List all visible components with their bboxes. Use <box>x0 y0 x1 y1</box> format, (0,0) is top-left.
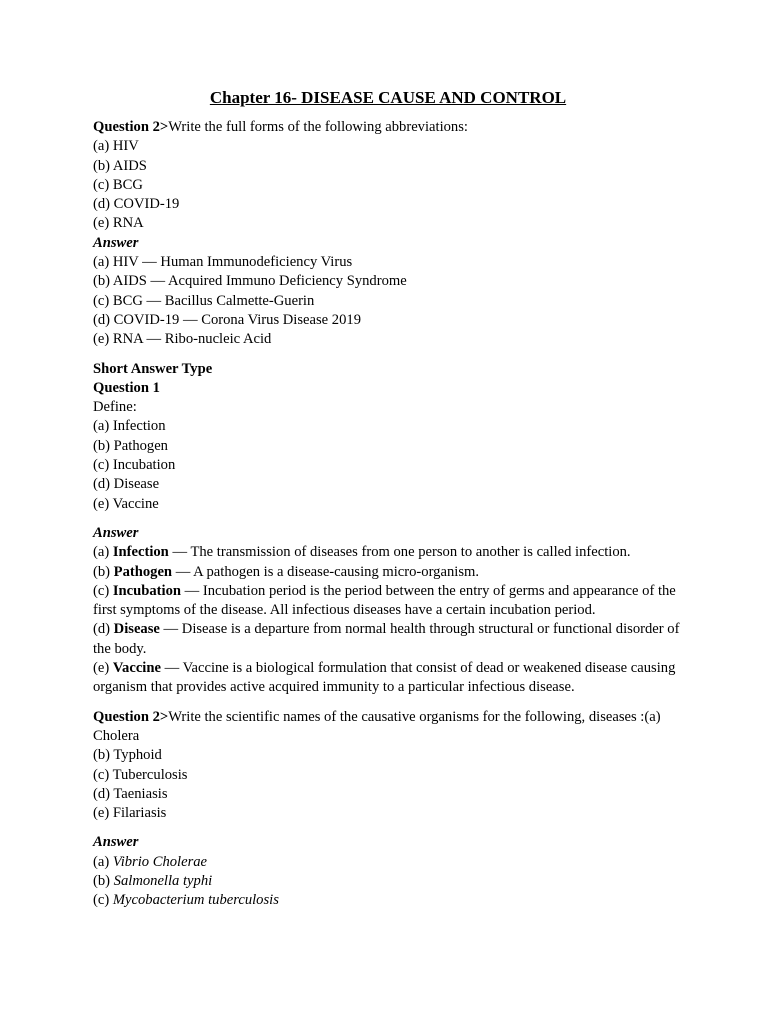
answer-item <box>93 563 683 582</box>
question-label: Question 2> <box>93 119 169 135</box>
list-item: (b) Pathogen <box>93 437 168 454</box>
list-item: (c) BCG <box>93 176 143 193</box>
list-item: (e) Vaccine <box>93 495 159 512</box>
answer-item <box>93 891 683 910</box>
answer-definition: — The transmission of diseases from one person to another is called infection. <box>168 544 631 561</box>
answer-term: Incubation <box>112 582 181 599</box>
answer-item <box>93 620 683 659</box>
scientific-name: Vibrio Cholerae <box>112 853 208 870</box>
answer-prefix: (c) <box>93 892 113 909</box>
list-item: (d) Taeniasis <box>93 785 168 802</box>
document-page <box>93 88 683 911</box>
answer-item <box>93 659 683 698</box>
answer-item: (b) AIDS — Acquired Immuno Deficiency Syndrome <box>93 273 407 290</box>
answer-prefix: (c) <box>93 582 113 599</box>
answer-prefix: (d) <box>93 621 114 638</box>
answer-term: Pathogen <box>113 563 173 580</box>
question-text: Write the full forms of the following abbreviations: <box>168 119 468 135</box>
answer-item <box>93 582 683 621</box>
answer-label: Answer <box>93 834 139 851</box>
answer-prefix: (b) <box>93 563 114 580</box>
answer-definition: — Incubation period is the period between the entry of germs and appearance of the first symptoms of the disease. All infectious diseases have a certain incubation period. <box>93 582 676 619</box>
answer-item <box>93 543 683 562</box>
answer-item: (e) RNA — Ribo-nucleic Acid <box>93 331 272 348</box>
question-text: Write the scientific names of the causative organisms for the following, diseases :(a) Cholera <box>93 708 661 744</box>
answer-term: Infection <box>112 544 169 561</box>
list-item: (d) Disease <box>93 476 160 493</box>
list-item: (c) Incubation <box>93 457 176 474</box>
question-abbreviations <box>93 118 683 137</box>
list-item: (d) COVID-19 <box>93 196 180 213</box>
list-item: (e) RNA <box>93 215 144 232</box>
answer-definition: — Vaccine is a biological formulation that consist of dead or weakened disease causing organism that provides active acquired immunity to a particular infectious disease. <box>93 660 676 696</box>
answer-term: Disease <box>113 621 160 638</box>
question-text: Define: <box>93 399 137 416</box>
list-item: (b) AIDS <box>93 157 147 174</box>
answer-item: (a) HIV — Human Immunodeficiency Virus <box>93 254 353 271</box>
answer-item: (d) COVID-19 — Corona Virus Disease 2019 <box>93 311 361 328</box>
list-item: (e) Filariasis <box>93 805 167 822</box>
answer-label: Answer <box>93 234 139 251</box>
scientific-name: Mycobacterium tuberculosis <box>112 892 279 909</box>
list-item: (a) HIV <box>93 138 139 155</box>
scientific-name: Salmonella typhi <box>113 872 213 889</box>
list-item: (a) Infection <box>93 418 166 435</box>
answer-item <box>93 853 683 872</box>
answer-item: (c) BCG — Bacillus Calmette-Guerin <box>93 292 315 309</box>
answer-prefix: (b) <box>93 872 114 889</box>
answer-definition: — Disease is a departure from normal health through structural or functional disorder of the body. <box>93 621 680 657</box>
list-item: (b) Typhoid <box>93 747 162 764</box>
question-label: Question 1 <box>93 379 160 396</box>
answer-item <box>93 872 683 891</box>
answer-term: Vaccine <box>112 660 161 677</box>
answer-prefix: (a) <box>93 544 113 561</box>
page-title: Chapter 16- DISEASE CAUSE AND CONTROL <box>209 88 567 107</box>
answer-prefix: (e) <box>93 660 113 677</box>
question-scientific-names <box>93 708 683 747</box>
answer-label: Answer <box>93 524 139 541</box>
section-heading: Short Answer Type <box>93 360 213 377</box>
answer-definition: — A pathogen is a disease-causing micro-organism. <box>172 563 479 580</box>
list-item: (c) Tuberculosis <box>93 766 188 783</box>
answer-prefix: (a) <box>93 853 113 870</box>
question-label: Question 2> <box>93 708 169 725</box>
